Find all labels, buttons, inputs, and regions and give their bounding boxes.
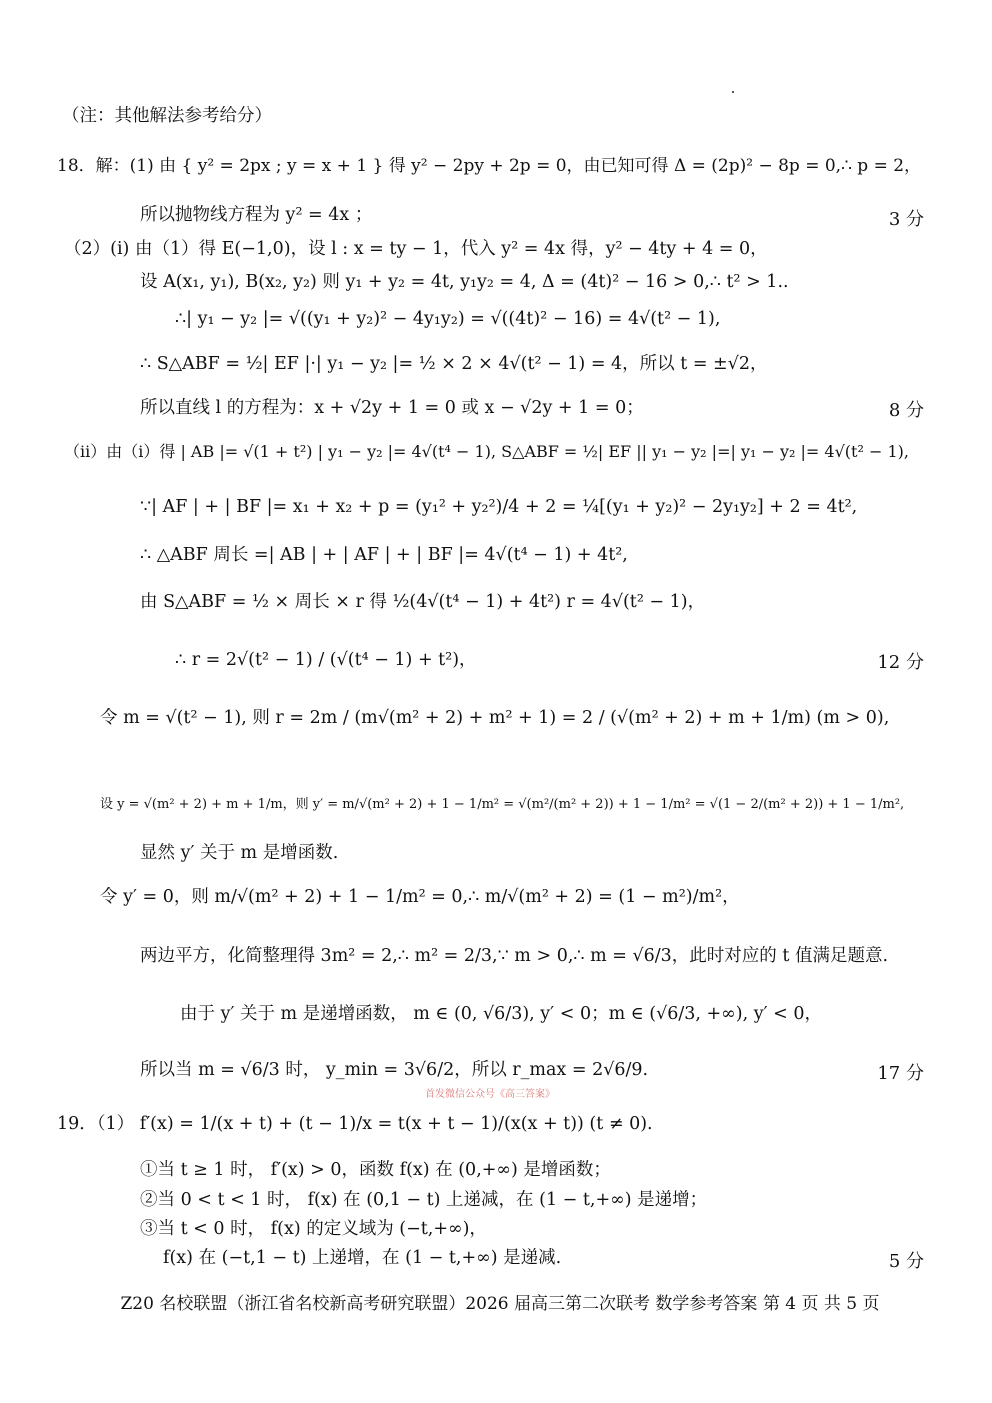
solution-line-l25: f(x) 在 (−t,1 − t) 上递增，在 (1 − t,+∞) 是递减. [163, 1248, 562, 1268]
solution-line-l06: ∴| y₁ − y₂ |= √((y₁ + y₂)² − 4y₁y₂) = √((4t)² − 16) = 4√(t² − 1), [175, 309, 721, 329]
solution-line-l24: ③当 t < 0 时， f(x) 的定义域为 (−t,+∞)， [140, 1219, 487, 1239]
solution-line-l09: （ii）由（i）得 | AB |= √(1 + t²) | y₁ − y₂ |= 4√(t⁴ − 1), S△ABF = ½| EF || y₁ − y₂ |=| y₁ − y₂ |= 4√(t² − 1), [64, 442, 909, 461]
solution-line-l21: 19．（1） f′(x) = 1/(x + t) + (t − 1)/x = t(x + t − 1)/(x(x + t)) (t ≠ 0). [57, 1114, 653, 1134]
page-footer: Z20 名校联盟（浙江省名校新高考研究联盟）2026 届高三第二次联考 数学参考答案 第 4 页 共 5 页 [120, 1294, 880, 1314]
solution-line-l12: 由 S△ABF = ½ × 周长 × r 得 ½(4√(t⁴ − 1) + 4t²) r = 4√(t² − 1)， [140, 592, 706, 612]
solution-line-l05: 设 A(x₁, y₁), B(x₂, y₂) 则 y₁ + y₂ = 4t, y₁y₂ = 4, Δ = (4t)² − 16 > 0,∴ t² > 1.. [140, 272, 789, 292]
score-marker: 5 分 [888, 1251, 924, 1272]
score-marker: 12 分 [877, 652, 924, 673]
solution-line-l15: 设 y = √(m² + 2) + m + 1/m，则 y′ = m/√(m² + 2) + 1 − 1/m² = √(m²/(m² + 2)) + 1 − 1/m² = √(1 − 2/(m² + 2)) + 1 − 1/m², [100, 797, 905, 812]
solution-line-l11: ∴ △ABF 周长 =| AB | + | AF | + | BF |= 4√(t⁴ − 1) + 4t², [140, 545, 628, 565]
score-marker: 17 分 [877, 1063, 924, 1084]
solution-line-l19: 由于 y′ 关于 m 是递增函数， m ∈ (0, √6/3), y′ < 0；m ∈ (√6/3, +∞), y′ < 0， [180, 1004, 822, 1024]
solution-line-l17: 令 y′ = 0，则 m/√(m² + 2) + 1 − 1/m² = 0,∴ m/√(m² + 2) = (1 − m²)/m²， [100, 887, 740, 907]
solution-line-l01: （注：其他解法参考给分） [62, 106, 272, 126]
solution-line-l02: 18．解：(1) 由 { y² = 2px ; y = x + 1 } 得 y² − 2py + 2p = 0，由已知可得 Δ = (2p)² − 8p = 0,∴ p = 2， [57, 156, 922, 176]
solution-line-l07: ∴ S△ABF = ½| EF |·| y₁ − y₂ |= ½ × 2 × 4√(t² − 1) = 4，所以 t = ±√2， [140, 354, 768, 374]
watermark: 首发微信公众号《高三答案》 [425, 1089, 555, 1100]
score-marker: 3 分 [888, 209, 924, 230]
score-marker: 8 分 [888, 400, 924, 421]
solution-line-l22: ①当 t ≥ 1 时， f′(x) > 0，函数 f(x) 在 (0,+∞) 是增函数； [140, 1160, 611, 1180]
solution-line-l04: （2）(i) 由（1）得 E(−1,0)，设 l : x = ty − 1，代入 y² = 4x 得，y² − 4ty + 4 = 0， [64, 239, 768, 259]
speck [732, 91, 734, 93]
solution-line-l20: 所以当 m = √6/3 时， y_min = 3√6/2，所以 r_max = 2√6/9. [140, 1060, 649, 1080]
solution-line-l03: 所以抛物线方程为 y² = 4x ； [140, 205, 373, 225]
solution-line-l18: 两边平方，化简整理得 3m² = 2,∴ m² = 2/3,∵ m > 0,∴ m = √6/3，此时对应的 t 值满足题意. [140, 946, 889, 966]
solution-line-l13: ∴ r = 2√(t² − 1) / (√(t⁴ − 1) + t²)， [175, 650, 477, 670]
solution-line-l10: ∵| AF | + | BF |= x₁ + x₂ + p = (y₁² + y₂²)/4 + 2 = ¼[(y₁ + y₂)² − 2y₁y₂] + 2 = 4t², [140, 497, 858, 517]
solution-line-l23: ②当 0 < t < 1 时， f(x) 在 (0,1 − t) 上递减，在 (1 − t,+∞) 是递增； [140, 1190, 708, 1210]
solution-line-l08: 所以直线 l 的方程为：x + √2y + 1 = 0 或 x − √2y + 1 = 0； [140, 398, 644, 418]
solution-line-l14: 令 m = √(t² − 1), 则 r = 2m / (m√(m² + 2) + m² + 1) = 2 / (√(m² + 2) + m + 1/m) (m > 0), [100, 708, 890, 728]
solution-line-l16: 显然 y′ 关于 m 是增函数. [140, 843, 339, 863]
